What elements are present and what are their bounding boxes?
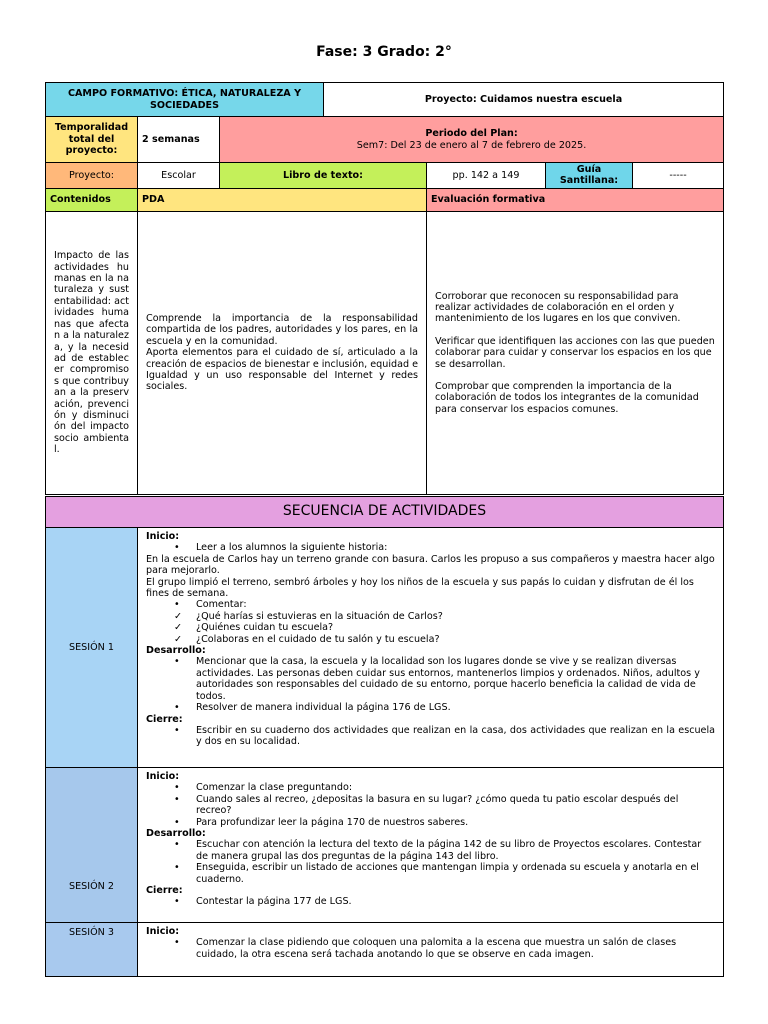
sesion-2-label: SESIÓN 2 [46,768,138,923]
proyecto-value: Escolar [138,163,220,189]
eval-paragraph: Comprobar que comprenden la importancia de la colaboración de todos los integrantes de la comunidad para conservar los espacios comunes. [435,381,699,415]
evaluacion-text [427,211,724,494]
temporalidad-value: 2 semanas [138,117,220,163]
periodo-value: Sem7: Del 23 de enero al 7 de febrero de 2025. [356,139,587,151]
list-item: • Leer a los alumnos la siguiente historia: [192,542,715,553]
check-item: ✓ ¿Colaboras en el cuidado de tu salón y tu escuela? [192,634,715,645]
check-item: ✓ ¿Qué harías si estuvieras en la situación de Carlos? [192,611,715,622]
cierre-heading: Cierre: [146,713,183,725]
list-item: • Comenzar la clase preguntando: [192,782,715,793]
list-item: • Mencionar que la casa, la escuela y la localidad son los lugares donde se vive y se realizan diversas actividades. Las personas deben cuidar sus entornos, mantenerlos limpios y ordenados. Niños, adultos y autoridades son responsables del cuidado de su entorno, porque hacerlo beneficia la calidad de vida de todos. [192,656,715,702]
proyecto-label: Proyecto: [46,163,138,189]
pda-paragraph: Comprende la importancia de la responsabilidad compartida de los padres, autoridades y los pares, en la escuela y en la comunidad. [146,312,418,347]
desarrollo-heading: Desarrollo: [146,828,206,840]
evaluacion-header: Evaluación formativa [427,188,724,211]
libro-label: Libro de texto: [220,163,427,189]
pda-header: PDA [138,188,427,211]
guia-value: ----- [633,163,724,189]
inicio-heading: Inicio: [146,531,180,542]
list-item: • Resolver de manera individual la página 176 de LGS. [192,702,715,713]
inicio-heading: Inicio: [146,771,180,782]
cierre-heading: Cierre: [146,885,183,897]
story-paragraph: En la escuela de Carlos hay un terreno grande con basura. Carlos les propuso a sus compañeros y maestra hacer algo para mejorarlo. [146,553,715,577]
secuencia-title: SECUENCIA DE ACTIVIDADES [46,497,724,528]
list-item: • Enseguida, escribir un listado de acciones que mantengan limpia y ordenada su escuela y anotarla en el cuaderno. [192,862,715,885]
list-item: • Contestar la página 177 de LGS. [192,896,715,907]
sesion-2-content [138,768,724,923]
sesion-1-content [138,528,724,768]
campo-formativo: CAMPO FORMATIVO: ÉTICA, NATURALEZA Y SOCIEDADES [46,83,324,117]
pda-text [138,211,427,494]
list-item: • Escuchar con atención la lectura del texto de la página 142 de su libro de Proyectos escolares. Contestar de manera grupal las dos preguntas de la página 143 del libro. [192,839,715,862]
plan-table [45,82,724,495]
temporalidad-label: Temporalidad total del proyecto: [46,117,138,163]
story-paragraph: El grupo limpió el terreno, sembró árboles y hoy los niños de la escuela y sus papás lo cuidan y disfrutan de él los fines de semana. [146,576,694,600]
sesion-3-content [138,923,724,977]
sesion-3-label: SESIÓN 3 [46,923,138,977]
check-item: ✓ ¿Quiénes cuidan tu escuela? [192,622,715,633]
guia-label: Guía Santillana: [546,163,633,189]
libro-value: pp. 142 a 149 [427,163,546,189]
secuencia-table [45,496,724,977]
periodo-label: Periodo del Plan: [425,128,518,140]
contenidos-text: Impacto de las actividades humanas en la naturaleza y sustentabilidad: actividades humanas que afectan a la naturaleza, y la necesidad de establecer compromisos que contribuyan a la preservación, prevención y disminución del impacto socio ambiental. [46,211,138,494]
pda-paragraph: Aporta elementos para el cuidado de sí, articulado a la creación de espacios de bienestar e inclusión, equidad e Igualdad y un uso responsable del Internet y redes sociales. [146,347,418,393]
contenidos-header: Contenidos [46,188,138,211]
list-item: • Comenzar la clase pidiendo que coloquen una palomita a la escena que muestra un salón de clases cuidado, la otra escena será tachada anotando lo que se observe en cada imagen. [192,937,715,960]
eval-paragraph: Corroborar que reconocen su responsabilidad para realizar actividades de colaboración en el orden y mantenimiento de los lugares en los que conviven. [435,290,681,325]
page-title: Fase: 3 Grado: 2° [316,44,452,60]
list-item: • Para profundizar leer la página 170 de nuestros saberes. [192,817,715,828]
desarrollo-heading: Desarrollo: [146,645,206,657]
list-item: • Comentar: [192,599,715,610]
inicio-heading: Inicio: [146,926,180,937]
periodo-cell [220,117,724,163]
proyecto-titulo: Proyecto: Cuidamos nuestra escuela [324,83,724,117]
eval-paragraph: Verificar que identifiquen las acciones con las que pueden colaborar para cuidar y conservar los espacios en los que se desarrollan. [435,335,715,370]
sesion-1-label: SESIÓN 1 [46,528,138,768]
list-item: • Escribir en su cuaderno dos actividades que realizan en la casa, dos actividades que realizan en la escuela y dos en su localidad. [192,725,715,748]
list-item: • Cuando sales al recreo, ¿depositas la basura en su lugar? ¿cómo queda tu patio escolar después del recreo? [192,794,715,817]
